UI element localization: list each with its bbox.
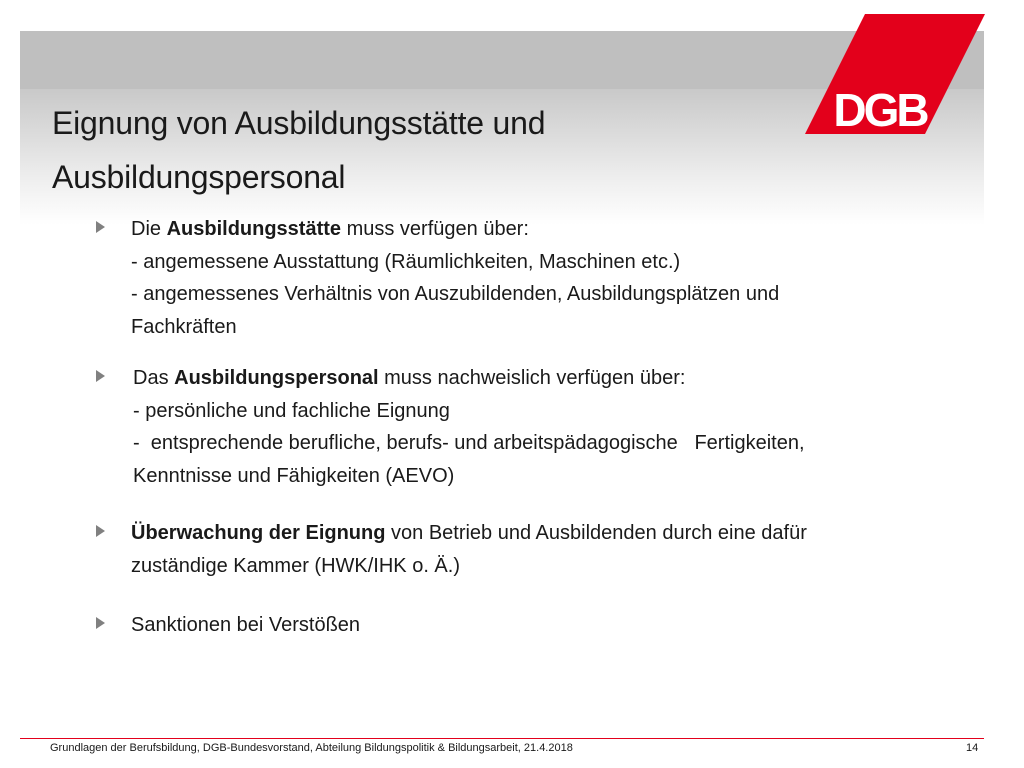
- dgb-logo-text: DGB: [833, 84, 927, 134]
- bullet-text: [131, 517, 931, 582]
- bullet-text: [133, 362, 933, 492]
- bullet-heading: [131, 517, 931, 550]
- bullet-arrow-icon: [96, 525, 105, 537]
- bullet-line: - persönliche und fachliche Eignung: [133, 399, 450, 422]
- bullet-suffix: muss verfügen über:: [341, 218, 529, 240]
- bullet-line: - angemessenes Verhältnis von Auszubildenden, Ausbildungsplätzen und: [131, 283, 780, 305]
- bullet-suffix: von Betrieb und Ausbildenden durch eine dafür: [385, 522, 807, 544]
- bullet-arrow-icon: [96, 370, 105, 382]
- bullet-text: [131, 213, 931, 343]
- bullet-text: [131, 609, 931, 642]
- bullet-prefix: Die: [131, 218, 167, 240]
- bullet-line: - entsprechende berufliche, berufs- und arbeitspädagogische Fertigkeiten,: [133, 432, 805, 454]
- bullet-line: Kenntnisse und Fähigkeiten (AEVO): [133, 464, 455, 487]
- bullet-arrow-icon: [96, 617, 105, 629]
- bullet-prefix: Sanktionen bei Verstößen: [131, 614, 361, 636]
- bullet-suffix: muss nachweislich verfügen über:: [378, 367, 686, 389]
- bullet-heading: [131, 213, 931, 246]
- footer-text: Grundlagen der Berufsbildung, DGB-Bundesvorstand, Abteilung Bildungspolitik & Bildungsarbeit, 21.4.2018: [50, 742, 573, 754]
- slide-title-line-1: Eignung von Ausbildungsstätte und: [52, 105, 546, 141]
- bullet-bold-term: Ausbildungsstätte: [166, 218, 342, 240]
- bullet-heading: [131, 609, 931, 642]
- slide-title-line-2: Ausbildungspersonal: [52, 159, 346, 195]
- bullet-prefix: Das: [133, 367, 175, 389]
- page-number: 14: [966, 742, 979, 754]
- bullet-heading: [133, 362, 933, 395]
- bullet-line: - angemessene Ausstattung (Räumlichkeiten, Maschinen etc.): [131, 250, 681, 273]
- bullet-line: zuständige Kammer (HWK/IHK o. Ä.): [131, 554, 460, 577]
- bullet-arrow-icon: [96, 221, 105, 233]
- bullet-line: Fachkräften: [131, 315, 237, 338]
- footer-divider: [20, 738, 984, 739]
- bullet-bold-term: Überwachung der Eignung: [131, 522, 386, 544]
- bullet-bold-term: Ausbildungspersonal: [174, 367, 379, 389]
